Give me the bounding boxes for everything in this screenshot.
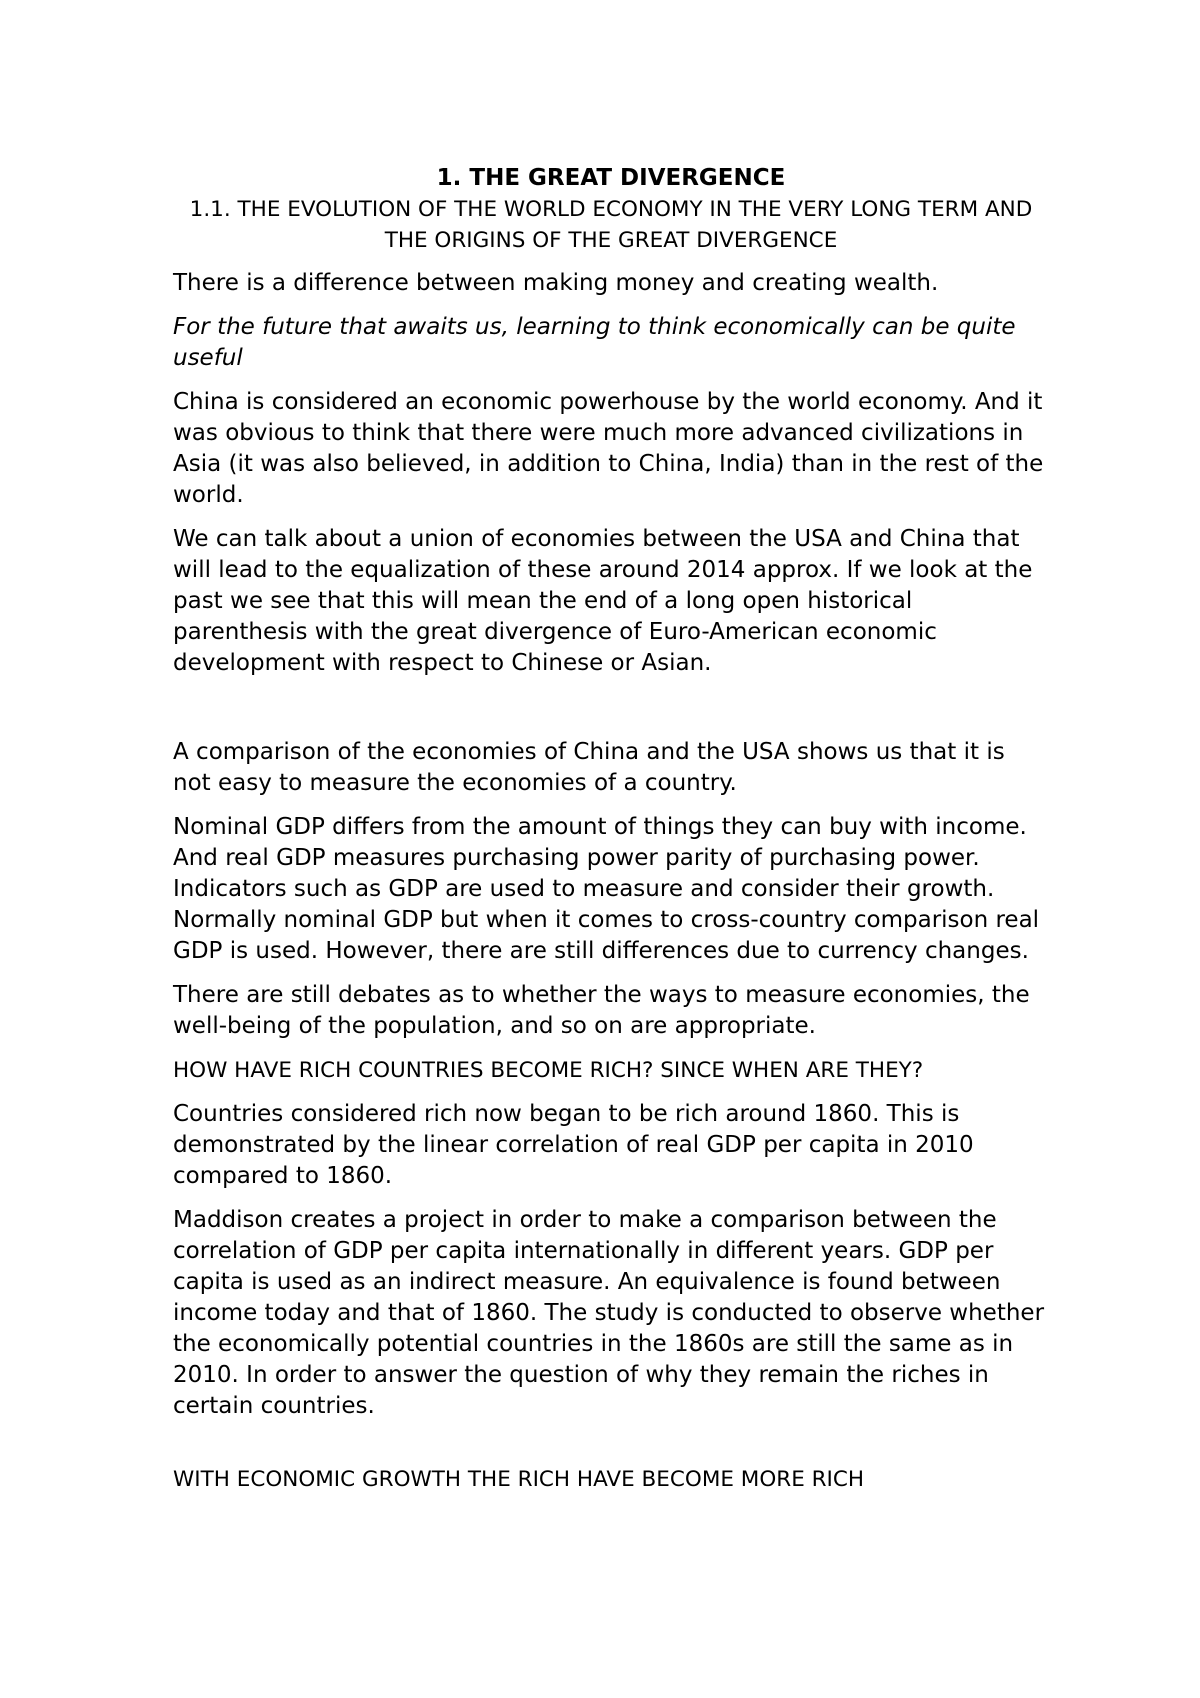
document-title: 1. THE GREAT DIVERGENCE <box>436 165 786 191</box>
paragraph-rich-since-1860: Countries considered rich now began to be rich around 1860. This is demonstrated by the linear correlation of real GDP per capita in 2010 compared to 1860. <box>173 1101 974 1189</box>
paragraph-usa-china-union: We can talk about a union of economies between the USA and China that will lead to the equalization of these around 2014 approx. If we look at the past we see that this will mean the end of a long open historical parenthesis with the great divergence of Euro-American economic development with respect to Chinese or Asian. <box>173 526 1033 676</box>
paragraph-think-economically: For the future that awaits us, learning to think economically can be quite useful <box>173 314 1016 371</box>
paragraph-china-powerhouse: China is considered an economic powerhouse by the world economy. And it was obvious to think that there were much more advanced civilizations in Asia (it was also believed, in addition to China, India) than in the rest of the world. <box>173 389 1044 508</box>
document-subtitle: 1.1. THE EVOLUTION OF THE WORLD ECONOMY IN THE VERY LONG TERM AND THE ORIGINS OF THE GREAT DIVERGENCE <box>189 197 1033 253</box>
paragraph-money-vs-wealth: There is a difference between making money and creating wealth. <box>173 270 939 296</box>
blank-line <box>173 692 1049 737</box>
paragraph-nominal-real-gdp: Nominal GDP differs from the amount of things they can buy with income. And real GDP measures purchasing power parity of purchasing power. Indicators such as GDP are used to measure and consider their growth. Normally nominal GDP but when it comes to cross-country comparison real GDP is used. However, there are still differences due to currency changes. <box>173 814 1040 964</box>
section-heading-rich-countries: HOW HAVE RICH COUNTRIES BECOME RICH? SINCE WHEN ARE THEY? <box>173 1058 924 1083</box>
paragraph-maddison-project: Maddison creates a project in order to make a comparison between the correlation of GDP per capita internationally in different years. GDP per capita is used as an indirect measure. An equivalence is found between income today and that of 1860. The study is conducted to observe whether the economically potential countries in the 1860s are still the same as in 2010. In order to answer the question of why they remain the riches in certain countries. <box>173 1207 1045 1419</box>
document-body <box>173 163 1049 1508</box>
paragraph-measurement-debates: There are still debates as to whether the ways to measure economies, the well-being of the population, and so on are appropriate. <box>173 982 1030 1039</box>
blank-line <box>173 1435 1049 1464</box>
paragraph-economy-comparison: A comparison of the economies of China and the USA shows us that it is not easy to measure the economies of a country. <box>173 739 1005 796</box>
section-heading-economic-growth: WITH ECONOMIC GROWTH THE RICH HAVE BECOME MORE RICH <box>173 1467 865 1492</box>
